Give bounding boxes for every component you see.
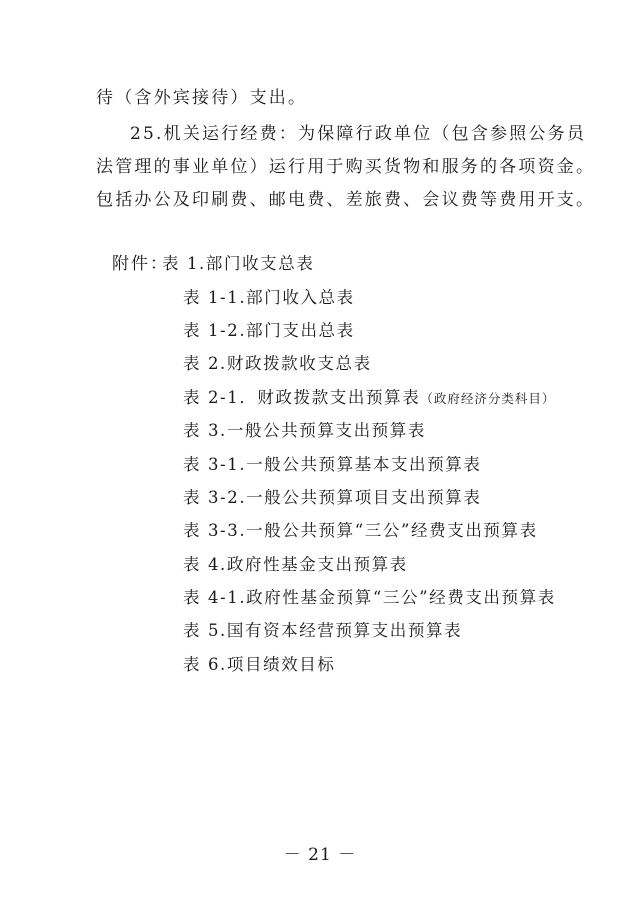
item-25-line-1: 25.机关运行经费：为保障行政单位（包含参照公务员 <box>130 124 587 144</box>
attachment-item: 表 3-2.一般公共预算项目支出预算表 <box>183 488 482 507</box>
attachment-item: 表 2.财政拨款收支总表 <box>183 354 372 373</box>
attachment-item: 表 4.政府性基金支出预算表 <box>183 555 408 574</box>
paragraph-continuation: 待（含外宾接待）支出。 <box>96 88 308 108</box>
attachment-item-text: 表 2-1．财政拨款支出预算表 <box>183 388 421 407</box>
attachment-item: 表 1-1.部门收入总表 <box>183 288 355 307</box>
item-25-line-3: 包括办公及印刷费、邮电费、差旅费、会议费等费用开支。 <box>96 190 596 210</box>
attachment-item: 表 1.部门收支总表 <box>162 254 315 273</box>
attachments-label: 附件： <box>112 254 169 274</box>
page-number: － 21 － <box>283 845 357 865</box>
attachment-item: 表 3.一般公共预算支出预算表 <box>183 421 426 440</box>
attachment-item: 表 1-2.部门支出总表 <box>183 321 355 340</box>
attachment-item: 表 5.国有资本经营预算支出预算表 <box>183 621 463 640</box>
attachment-item-note: （政府经济分类科目） <box>420 391 556 406</box>
attachment-item: 表 3-1.一般公共预算基本支出预算表 <box>183 455 482 474</box>
attachment-item: 表 6.项目绩效目标 <box>183 655 336 674</box>
attachment-item: 表 4-1.政府性基金预算“三公”经费支出预算表 <box>183 588 556 607</box>
item-25-line-2: 法管理的事业单位）运行用于购买货物和服务的各项资金。 <box>96 157 596 177</box>
attachment-item: 表 3-3.一般公共预算“三公”经费支出预算表 <box>183 521 538 540</box>
attachment-item-with-note <box>183 388 555 409</box>
